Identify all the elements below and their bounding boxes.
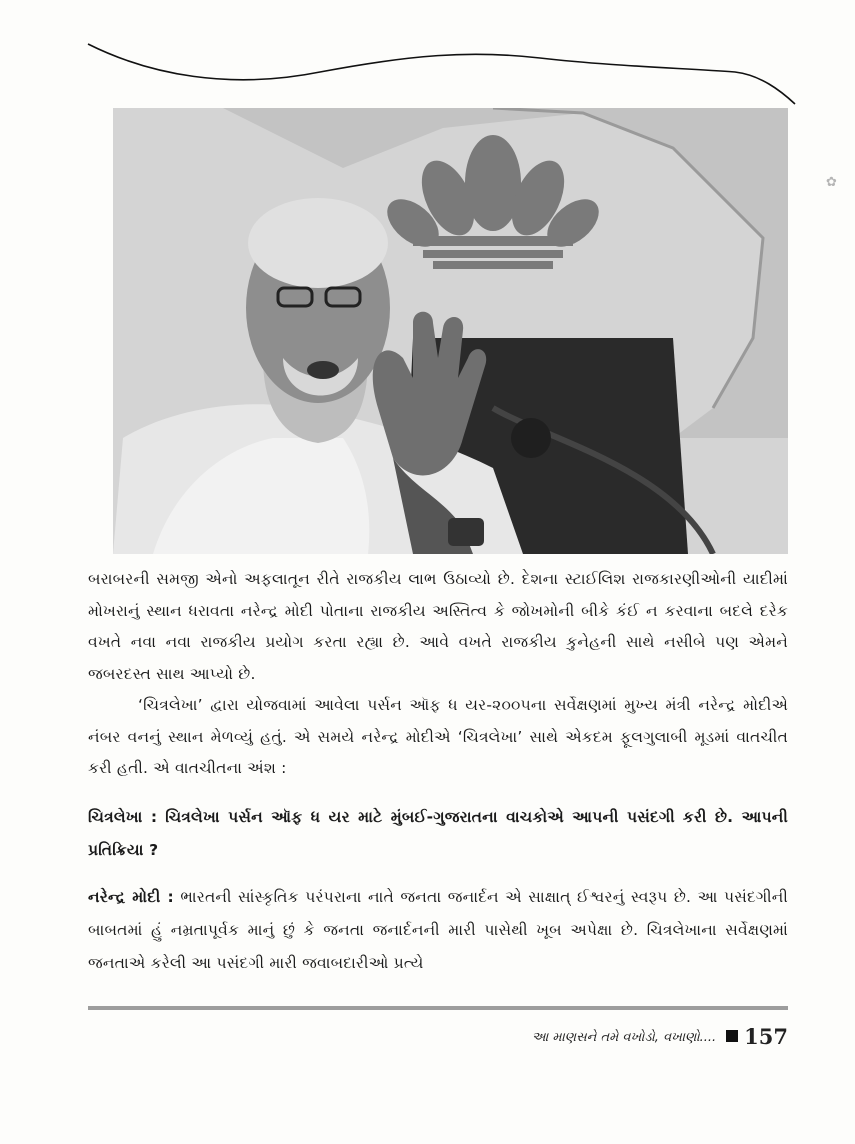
answer-block bbox=[88, 881, 788, 980]
question-block bbox=[88, 801, 788, 867]
question-line: ચિત્રલેખા પર્સન ઑફ ધ યર માટે મુંબઈ-ગુજરાતના વાચકોએ આપની પસંદગી bbox=[165, 807, 675, 826]
text-line: સાથે એકદમ ફૂલગુલાબી મૂડમાં વાતચીત કરી હતી. એ વાતચીતના અંશ : bbox=[88, 727, 788, 777]
margin-mark: ✿ bbox=[826, 175, 837, 190]
photograph bbox=[113, 108, 788, 554]
decorative-wave-line bbox=[0, 0, 855, 120]
page-number: 157 bbox=[744, 1024, 788, 1049]
question-line: કરી છે. આપની પ્રતિક્રિયા ? bbox=[88, 807, 788, 859]
text-line: રાજકારણીઓની યાદીમાં મોખરાનું સ્થાન ધરાવતા નરેન્દ્ર મોદી પોતાના રાજકીય અસ્તિત્વ bbox=[88, 570, 788, 620]
body-paragraph bbox=[88, 690, 788, 785]
text-line: મંત્રી નરેન્દ્ર મોદીએ નંબર વનનું સ્થાન મેળવ્યું હતું. એ સમયે નરેન્દ્ર મોદીએ ‘ચિત્રલેખા’ bbox=[88, 696, 789, 746]
running-title: આ માણસને તમે વખોડો, વખાણો.... bbox=[531, 1030, 717, 1045]
square-bullet-icon bbox=[726, 1030, 738, 1042]
page-footer bbox=[390, 1024, 788, 1049]
text-line: બરાબરની સમજી એનો અફલાતૂન રીતે રાજકીય લાભ ઉઠાવ્યો છે. દેશના સ્ટાઈલિશ bbox=[88, 570, 626, 588]
answer-line: અપેક્ષા છે. ચિત્રલેખાના સર્વેક્ષણમાં જનતાએ કરેલી આ પસંદગી મારી જવાબદારીઓ પ્રત્યે bbox=[88, 920, 788, 972]
speaker-label: નરેન્દ્ર મોદી : bbox=[88, 887, 174, 906]
footer-rule bbox=[88, 1006, 788, 1010]
text-line: કે જોખમોની બીકે કંઈ ન કરવાના બદલે દરેક વખતે નવા નવા રાજકીય પ્રયોગ કરતા રહ્યા bbox=[88, 601, 788, 651]
body-paragraph bbox=[88, 564, 788, 690]
speaker-label: ચિત્રલેખા : bbox=[88, 807, 158, 826]
answer-line: છે. આ પસંદગીની બાબતમાં હું નમ્રતાપૂર્વક માનું છું કે જનતા જનાર્દનની મારી પાસેથી ખૂબ bbox=[88, 887, 788, 939]
text-line: છે. આવે વખતે રાજકીય કુનેહની સાથે નસીબે પણ એમને જબરદસ્ત સાથ આપ્યો છે. bbox=[88, 633, 788, 683]
answer-line: ભારતની સાંસ્કૃતિક પરંપરાના નાતે જનતા જનાર્દન એ સાક્ષાત્ ઈશ્વરનું સ્વરૂપ bbox=[180, 887, 668, 906]
text-line: ‘ચિત્રલેખા’ દ્વારા યોજવામાં આવેલા પર્સન ઑફ ધ યર-૨૦૦૫ના સર્વેક્ષણમાં મુખ્ય bbox=[138, 696, 658, 714]
